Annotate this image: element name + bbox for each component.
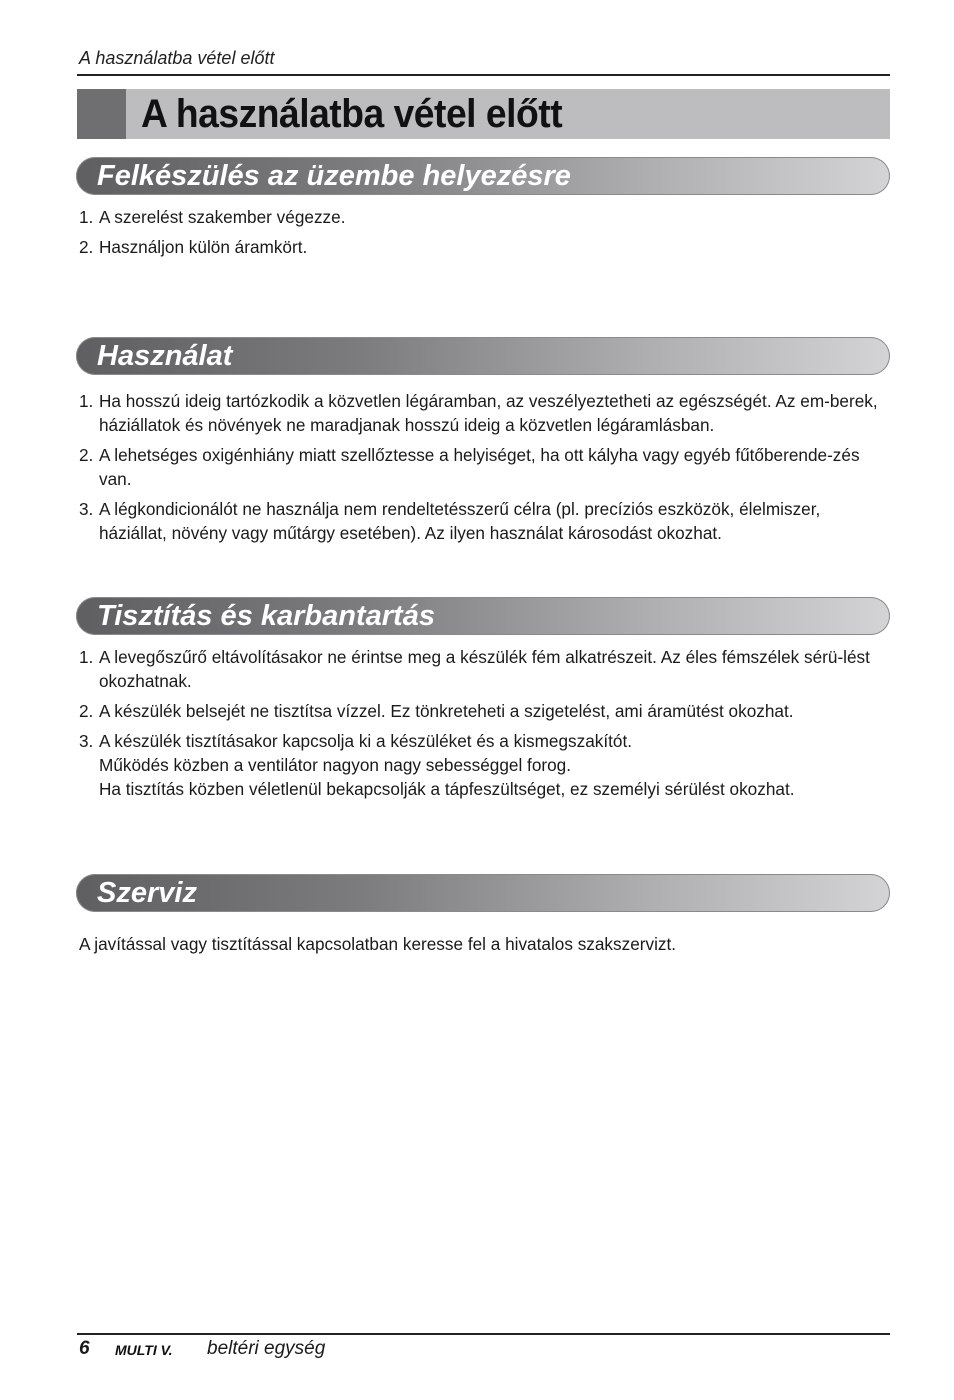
logo-text: MULTI V. (115, 1342, 173, 1358)
list-item (79, 443, 879, 491)
item-line: Működés közben a ventilátor nagyon nagy sebességgel forog. (99, 755, 572, 775)
item-number: 3. (79, 731, 94, 751)
service-paragraph: A javítással vagy tisztítással kapcsolatban keresse fel a hivatalos szakszervizt. (79, 934, 677, 954)
section-header-usage (76, 337, 890, 375)
item-number: 2. (79, 701, 94, 721)
section-header-cleaning (76, 597, 890, 635)
cleaning-list (79, 645, 879, 807)
page-title-bar (77, 89, 890, 139)
list-item (79, 645, 879, 693)
list-item (79, 729, 879, 801)
page-number: 6 (79, 1338, 90, 1359)
item-text: A lehetséges oxigénhiány miatt szellőztesse a helyiséget, ha ott kályha vagy egyéb fűtőberende-zés van. (99, 445, 860, 489)
page-title: A használatba vétel előtt (141, 92, 563, 136)
header-rule (77, 74, 890, 76)
item-number: 2. (79, 445, 94, 465)
section-header-preparation (76, 157, 890, 195)
item-number: 2. (79, 237, 94, 257)
preparation-list (79, 205, 879, 265)
item-number: 1. (79, 647, 94, 667)
item-line: Ha tisztítás közben véletlenül bekapcsolják a tápfeszültséget, ez személyi sérülést okozhat. (99, 779, 795, 799)
section-title: Felkészülés az üzembe helyezésre (97, 160, 571, 192)
item-number: 3. (79, 499, 94, 519)
section-title: Használat (97, 340, 233, 372)
item-text: A levegőszűrő eltávolításakor ne érintse meg a készülék fém alkatrészeit. Az éles fémszélek sérü-lést okozhatnak. (99, 647, 870, 691)
item-line: A készülék tisztításakor kapcsolja ki a készüléket és a kismegszakítót. (99, 731, 633, 751)
list-item (79, 497, 879, 545)
list-item (79, 205, 879, 229)
list-item (79, 699, 879, 723)
list-item (79, 389, 879, 437)
list-item (79, 235, 879, 259)
item-text: Használjon külön áramkört. (99, 237, 308, 257)
footer-rule (77, 1333, 890, 1335)
item-number: 1. (79, 207, 94, 227)
footer-text: beltéri egység (207, 1338, 326, 1359)
section-header-service (76, 874, 890, 912)
usage-list (79, 389, 879, 551)
running-header: A használatba vétel előtt (79, 48, 275, 68)
title-accent-block (77, 89, 126, 139)
item-text: A légkondicionálót ne használja nem rendeltetésszerű célra (pl. precíziós eszközök, élelmiszer, háziállat, növény vagy műtárgy esetében). Az ilyen használat károsodást okozhat. (99, 499, 821, 543)
item-text: Ha hosszú ideig tartózkodik a közvetlen légáramban, az veszélyeztetheti az egészségét. Az em-berek, háziállatok és növények ne maradjanak hosszú ideig a közvetlen légáramlásban. (99, 391, 878, 435)
multi-v-logo (115, 1341, 203, 1359)
section-title: Szerviz (97, 877, 197, 909)
item-text: A szerelést szakember végezze. (99, 207, 346, 227)
item-text: A készülék belsejét ne tisztítsa vízzel. Ez tönkreteheti a szigetelést, ami áramütést okozhat. (99, 701, 794, 721)
section-title: Tisztítás és karbantartás (97, 600, 435, 632)
item-number: 1. (79, 391, 94, 411)
